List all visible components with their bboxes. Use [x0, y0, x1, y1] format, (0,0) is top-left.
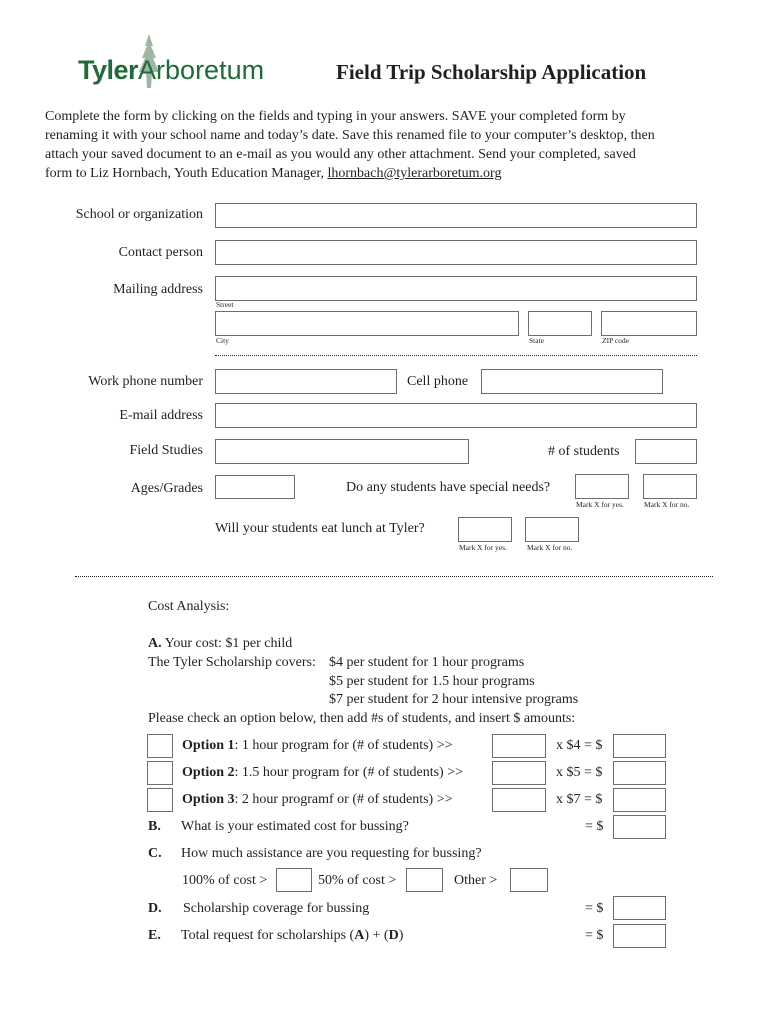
school-input[interactable]: [215, 203, 697, 228]
cost-c-option-other: Other >: [454, 873, 498, 888]
city-label: City: [216, 336, 229, 345]
cost-b-text: What is your estimated cost for bussing?: [181, 819, 409, 834]
option-3-amount-input[interactable]: [613, 788, 666, 812]
cost-covers-label: The Tyler Scholarship covers:: [148, 655, 316, 670]
section-divider: [75, 576, 713, 577]
street-label: Street: [216, 300, 234, 309]
bussing-coverage-input[interactable]: [613, 896, 666, 920]
lunch-label: Will your students eat lunch at Tyler?: [215, 521, 425, 536]
option-3-label: Option 3: 2 hour programf or (# of students) >>: [182, 792, 453, 807]
work-phone-label: Work phone number: [88, 374, 203, 389]
ages-label: Ages/Grades: [130, 481, 203, 496]
option-2-multiplier: x $5 = $: [556, 765, 603, 780]
logo-arboretum: Arboretum: [138, 55, 265, 85]
email-link[interactable]: lhornbach@tylerarboretum.org: [327, 166, 502, 181]
special-needs-yes-label: Mark X for yes.: [576, 500, 624, 509]
intro-line-1: Complete the form by clicking on the fields and typing in your answers. SAVE your completed form by: [45, 109, 626, 124]
state-label: State: [529, 336, 544, 345]
cost-instruction: Please check an option below, then add #s of students, and insert $ amounts:: [148, 711, 576, 726]
logo-tyler: Tyler: [78, 55, 139, 85]
num-students-input[interactable]: [635, 439, 697, 464]
intro-line-2: renaming it with your school name and today’s date. Save this renamed file to your computer’s desktop, then: [45, 128, 655, 143]
zip-input[interactable]: [601, 311, 697, 336]
cost-e-letter: E.: [148, 928, 161, 943]
assist-100-input[interactable]: [276, 868, 312, 892]
ages-input[interactable]: [215, 475, 295, 499]
option-3-students-input[interactable]: [492, 788, 546, 812]
cost-d-text: Scholarship coverage for bussing: [183, 901, 370, 916]
special-needs-no-label: Mark X for no.: [644, 500, 690, 509]
cost-rate-3: $7 per student for 2 hour intensive programs: [329, 692, 579, 707]
option-1-label: Option 1: 1 hour program for (# of students) >>: [182, 738, 453, 753]
option-1-amount-input[interactable]: [613, 734, 666, 758]
assist-other-input[interactable]: [510, 868, 548, 892]
lunch-no-input[interactable]: [525, 517, 579, 542]
email-label: E-mail address: [119, 408, 203, 423]
contact-input[interactable]: [215, 240, 697, 265]
special-needs-yes-input[interactable]: [575, 474, 629, 499]
page-title: Field Trip Scholarship Application: [336, 60, 647, 84]
option-2-checkbox[interactable]: [147, 761, 173, 785]
cost-c-letter: C.: [148, 846, 162, 861]
cost-c-option-100: 100% of cost >: [182, 873, 268, 888]
cell-phone-label: Cell phone: [407, 374, 469, 389]
school-label: School or organization: [75, 207, 203, 222]
cost-d-equals: = $: [585, 901, 604, 916]
option-2-amount-input[interactable]: [613, 761, 666, 785]
option-2-students-input[interactable]: [492, 761, 546, 785]
option-3-checkbox[interactable]: [147, 788, 173, 812]
cost-rate-2: $5 per student for 1.5 hour programs: [329, 674, 535, 689]
field-studies-label: Field Studies: [129, 443, 203, 458]
divider: [215, 355, 697, 356]
assist-50-input[interactable]: [406, 868, 443, 892]
lunch-no-label: Mark X for no.: [527, 543, 573, 552]
option-2-label: Option 2: 1.5 hour program for (# of students) >>: [182, 765, 463, 780]
intro-line-3: attach your saved document to an e-mail as you would any other attachment. Send your completed, saved: [45, 147, 636, 162]
intro-line-4: form to Liz Hornbach, Youth Education Manager, lhornbach@tylerarboretum.org: [45, 166, 502, 181]
logo: [78, 32, 283, 92]
contact-label: Contact person: [118, 245, 203, 260]
intro-paragraph: [45, 107, 745, 183]
cost-b-equals: = $: [585, 819, 604, 834]
city-input[interactable]: [215, 311, 519, 336]
cost-a-line: A. Your cost: $1 per child: [148, 636, 293, 651]
street-input[interactable]: [215, 276, 697, 301]
option-3-multiplier: x $7 = $: [556, 792, 603, 807]
option-1-checkbox[interactable]: [147, 734, 173, 758]
lunch-yes-input[interactable]: [458, 517, 512, 542]
option-1-multiplier: x $4 = $: [556, 738, 603, 753]
cost-c-option-50: 50% of cost >: [318, 873, 397, 888]
lunch-yes-label: Mark X for yes.: [459, 543, 507, 552]
cost-d-letter: D.: [148, 901, 162, 916]
mailing-label: Mailing address: [113, 282, 203, 297]
email-input[interactable]: [215, 403, 697, 428]
cost-c-text: How much assistance are you requesting for bussing?: [181, 846, 482, 861]
cost-heading: Cost Analysis:: [148, 599, 230, 614]
state-input[interactable]: [528, 311, 592, 336]
option-1-students-input[interactable]: [492, 734, 546, 758]
bussing-cost-input[interactable]: [613, 815, 666, 839]
zip-label: ZIP code: [602, 336, 630, 345]
work-phone-input[interactable]: [215, 369, 397, 394]
special-needs-no-input[interactable]: [643, 474, 697, 499]
cost-e-text: Total request for scholarships (A) + (D): [181, 928, 404, 943]
cost-rate-1: $4 per student for 1 hour programs: [329, 655, 525, 670]
field-studies-input[interactable]: [215, 439, 469, 464]
cell-phone-input[interactable]: [481, 369, 663, 394]
special-needs-label: Do any students have special needs?: [346, 480, 551, 495]
cost-b-letter: B.: [148, 819, 161, 834]
total-request-input[interactable]: [613, 924, 666, 948]
cost-e-equals: = $: [585, 928, 604, 943]
num-students-label: # of students: [548, 444, 620, 459]
